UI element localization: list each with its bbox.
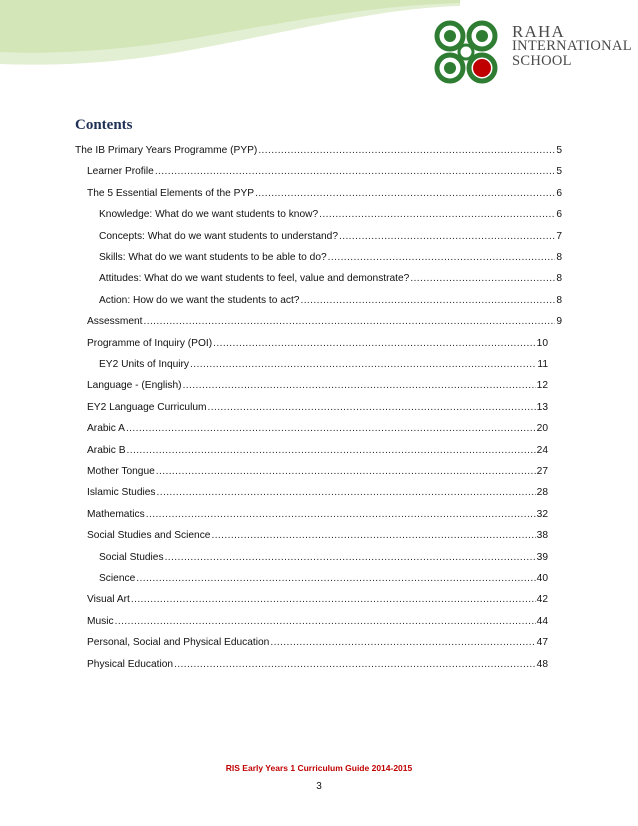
toc-dot-leader: [155, 165, 556, 179]
toc-dot-leader: [143, 315, 555, 329]
toc-entry-page: 27: [536, 466, 548, 477]
toc-entry-page: 28: [536, 487, 548, 499]
toc-entry-title: The 5 Essential Elements of the PYP: [87, 187, 255, 199]
toc-dot-leader: [328, 251, 556, 265]
toc-dot-leader: [319, 208, 555, 222]
toc-entry-title: EY2 Units of Inquiry: [99, 359, 190, 370]
toc-entry-title: Mathematics: [87, 508, 145, 520]
toc-entry-page: 6: [556, 209, 562, 221]
toc-entry-page: 39: [536, 551, 548, 563]
toc-entry[interactable]: [99, 251, 562, 265]
page-number: 3: [316, 781, 322, 792]
toc-entry[interactable]: [87, 315, 562, 329]
toc-dot-leader: [136, 572, 535, 586]
toc-entry-page: 10: [536, 337, 548, 349]
toc-dot-leader: [174, 658, 536, 672]
toc-dot-leader: [183, 379, 536, 393]
toc-dot-leader: [126, 422, 536, 436]
toc-entry-page: 5: [556, 145, 562, 156]
toc-entry[interactable]: [99, 230, 562, 244]
toc-entry-page: 40: [536, 573, 548, 584]
toc-dot-leader: [165, 551, 536, 565]
toc-entry-title: Knowledge: What do we want students to know?: [99, 209, 319, 221]
toc-dot-leader: [213, 337, 536, 351]
toc-entry[interactable]: [99, 294, 562, 308]
toc-entry[interactable]: [99, 551, 548, 565]
toc-dot-leader: [131, 593, 536, 607]
toc-entry[interactable]: [87, 187, 562, 201]
toc-dot-leader: [115, 615, 536, 629]
toc-entry-page: 8: [556, 294, 562, 306]
toc-dot-leader: [258, 144, 555, 158]
toc-entry-title: Islamic Studies: [87, 487, 156, 499]
toc-dot-leader: [208, 401, 536, 415]
toc-entry[interactable]: [87, 465, 548, 479]
toc-entry-title: The IB Primary Years Programme (PYP): [75, 145, 258, 156]
toc-entry[interactable]: [87, 658, 548, 672]
toc-entry[interactable]: [87, 593, 548, 607]
toc-dot-leader: [211, 529, 535, 543]
logo-line-raha: RAHA: [512, 22, 565, 41]
contents-heading: Contents: [75, 117, 133, 133]
toc-entry-page: 12: [536, 380, 548, 392]
toc-entry-title: Social Studies: [99, 551, 164, 563]
toc-entry[interactable]: [87, 422, 548, 436]
toc-entry-page: 32: [536, 508, 548, 520]
header-swoosh: [0, 0, 460, 90]
toc-entry-page: 6: [556, 187, 562, 199]
toc-dot-leader: [157, 486, 536, 500]
toc-entry[interactable]: [87, 529, 548, 543]
toc-entry-title: Social Studies and Science: [87, 530, 211, 542]
toc-entry-title: Learner Profile: [87, 166, 154, 178]
toc-entry-page: 42: [536, 594, 548, 606]
toc-dot-leader: [300, 294, 555, 308]
toc-dot-leader: [410, 272, 555, 286]
toc-entry-page: 8: [556, 273, 562, 285]
toc-entry[interactable]: [87, 337, 548, 351]
toc-entry[interactable]: [99, 208, 562, 222]
toc-entry-title: Music: [87, 615, 114, 627]
toc-entry-page: 47: [536, 637, 548, 649]
toc-entry-title: Visual Art: [87, 594, 130, 606]
footer-guide-title: RIS Early Years 1 Curriculum Guide 2014-2015: [225, 763, 413, 773]
toc-entry[interactable]: [87, 486, 548, 500]
toc-entry-page: 11: [537, 359, 548, 370]
toc-dot-leader: [255, 187, 555, 201]
logo-text: [512, 24, 632, 69]
toc-entry-page: 9: [556, 316, 562, 328]
toc-entry[interactable]: [87, 379, 548, 393]
toc-entry-page: 20: [536, 423, 548, 435]
toc-entry-title: Skills: What do we want students to be able to do?: [99, 252, 327, 263]
toc-entry-title: Action: How do we want the students to act?: [99, 294, 300, 306]
toc-entry-page: 24: [536, 444, 548, 456]
toc-entry-page: 8: [556, 252, 562, 263]
toc-dot-leader: [190, 358, 536, 372]
toc-entry-page: 38: [536, 530, 548, 542]
toc-dot-leader: [270, 636, 535, 650]
toc-entry-page: 13: [536, 401, 548, 413]
logo-line-school: SCHOOL: [512, 53, 572, 69]
toc-entry[interactable]: [87, 636, 548, 650]
toc-entry-title: Assessment: [87, 316, 143, 328]
toc-entry-page: 48: [536, 658, 548, 670]
toc-entry-title: Personal, Social and Physical Education: [87, 637, 270, 649]
toc-entry[interactable]: [75, 144, 562, 158]
toc-entry[interactable]: [87, 165, 562, 179]
toc-entry[interactable]: [87, 508, 548, 522]
toc-entry-title: Concepts: What do we want students to understand?: [99, 230, 338, 242]
logo-rings-icon: [432, 18, 502, 88]
toc-entry[interactable]: [99, 272, 562, 286]
toc-dot-leader: [146, 508, 536, 522]
toc-entry[interactable]: [87, 615, 548, 629]
toc-entry[interactable]: [87, 444, 548, 458]
toc-entry-title: Language - (English): [87, 380, 182, 392]
toc-entry-title: Science: [99, 573, 136, 584]
toc-entry-title: Arabic B: [87, 444, 126, 456]
toc-entry-title: Mother Tongue: [87, 466, 155, 477]
school-logo: [432, 18, 632, 88]
toc-entry-page: 7: [556, 230, 562, 242]
toc-entry-title: Physical Education: [87, 658, 174, 670]
toc-entry-title: Attitudes: What do we want students to feel, value and demonstrate?: [99, 273, 410, 285]
toc-dot-leader: [156, 465, 536, 479]
toc-entry[interactable]: [99, 358, 548, 372]
toc-entry-title: EY2 Language Curriculum: [87, 401, 207, 413]
toc-entry-title: Programme of Inquiry (POI): [87, 337, 213, 349]
toc-entry-page: 44: [536, 615, 548, 627]
logo-line-international: INTERNATIONAL: [512, 38, 632, 54]
toc-entry-page: 5: [556, 166, 562, 178]
toc-dot-leader: [339, 230, 555, 244]
toc-entry[interactable]: [87, 401, 548, 415]
toc-dot-leader: [127, 444, 536, 458]
toc-entry-title: Arabic A: [87, 423, 125, 435]
toc-entry[interactable]: [99, 572, 548, 586]
